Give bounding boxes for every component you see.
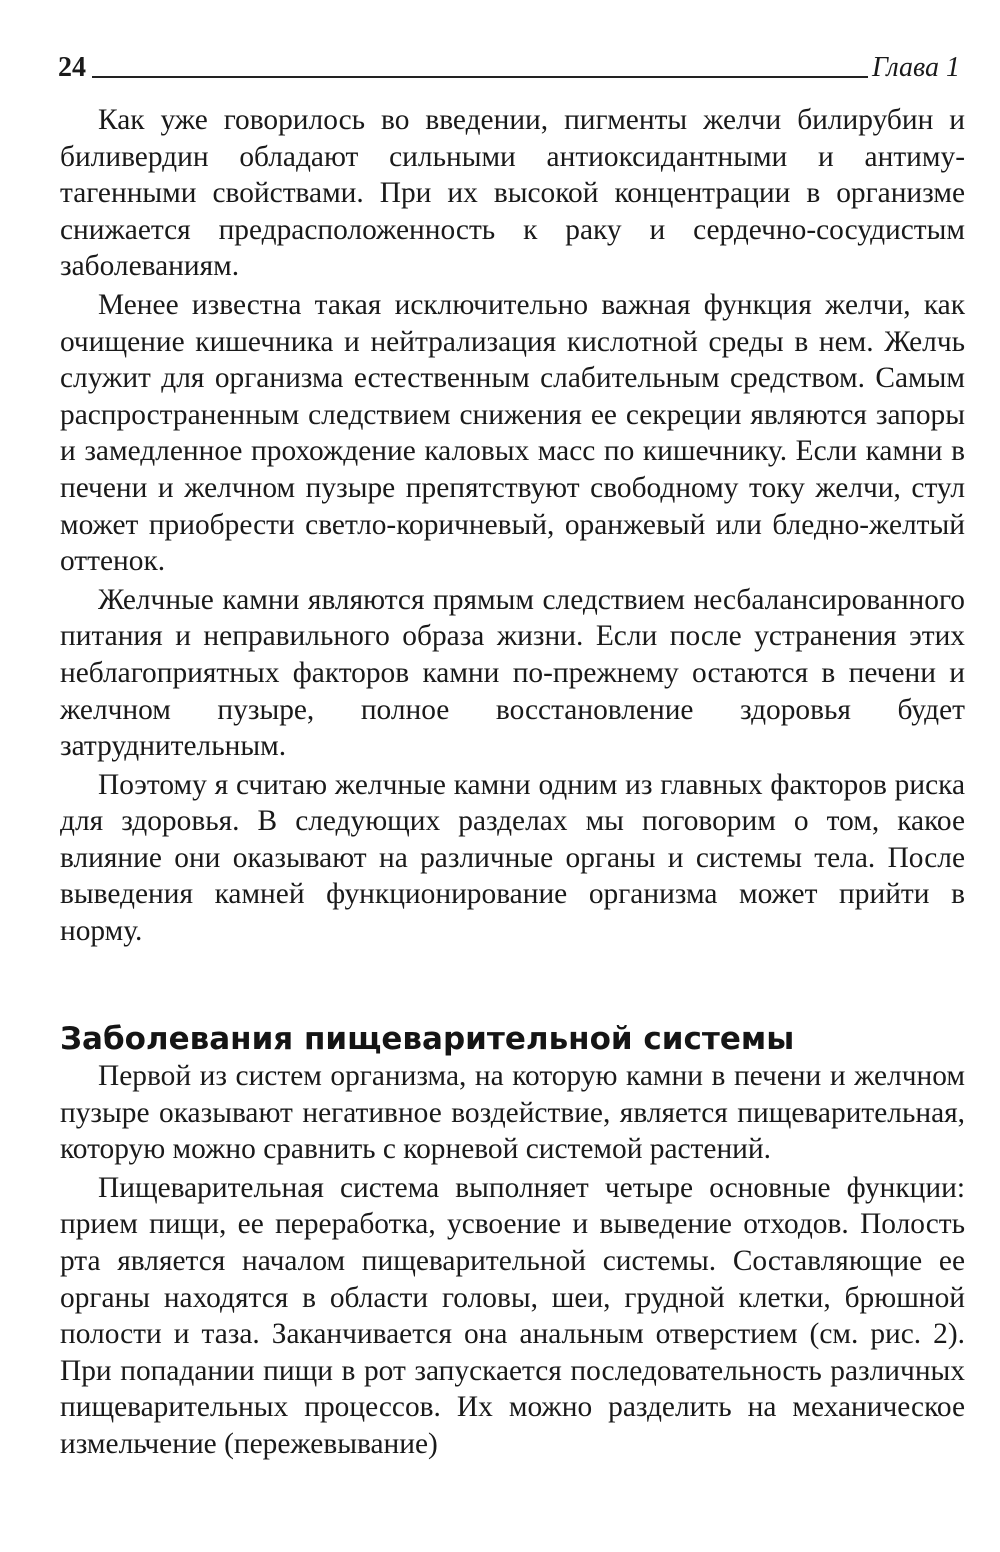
header-rule xyxy=(92,76,868,78)
paragraph: Менее известна такая исключительно важная функция желчи, как очищение кишечника и нейтрализация кислотной среды в нем. Желчь служит для организма естественным слабительным средством. Самым распространенным следствием снижения ее секреции являются запоры и замедленное прохождение каловых масс по кишечнику. Если камни в печени и желчном пузыре препятствуют свободному току желчи, стул может приобрести светло-коричневый, оранжевый или бледно-желтый оттенок. xyxy=(60,288,965,578)
paragraph: Поэтому я считаю желчные камни одним из главных факторов риска для здоровья. В следующих разделах мы поговорим о том, какое влияние они оказывают на различные органы и системы тела. После выведения камней функционирование организма может прийти в норму. xyxy=(60,768,965,948)
running-header xyxy=(58,42,960,82)
paragraph: Первой из систем организма, на которую камни в печени и желчном пузыре оказывают негативное воздействие, является пищеварительная, которую можно сравнить с корневой системой растений. xyxy=(60,1060,965,1166)
section-heading: Заболевания пищеварительной системы xyxy=(60,1020,795,1057)
section-two-text xyxy=(60,1058,965,1465)
paragraph: Как уже говорилось во введении, пигменты желчи билирубин и биливердин обладают сильными антиоксидантными и антимутагенными свойствами. При их высокой концентрации в организме снижается предрасположенность к раку и сердечно-сосудистым заболеваниям. xyxy=(60,104,965,283)
paragraph: Пищеварительная система выполняет четыре основные функции: прием пищи, ее переработка, усвоение и выведение отходов. Полость рта является началом пищеварительной системы. Составляющие ее органы находятся в области головы, шеи, грудной клетки, брюшной полости и таза. Заканчивается она анальным отверстием (см. рис. 2). При попадании пищи в рот запускается последовательность различных пищеварительных процессов. Их можно разделить на механическое измельчение (пережевывание) xyxy=(60,1171,965,1460)
paragraph: Желчные камни являются прямым следствием несбалансированного питания и неправильного образа жизни. Если после устранения этих неблагоприятных факторов камни по-прежнему остаются в печени и желчном пузыре, полное восстановление здоровья будет затруднительным. xyxy=(60,583,965,763)
chapter-label: Глава 1 xyxy=(872,52,960,83)
section-one-text xyxy=(60,102,965,952)
page-number: 24 xyxy=(58,52,86,83)
